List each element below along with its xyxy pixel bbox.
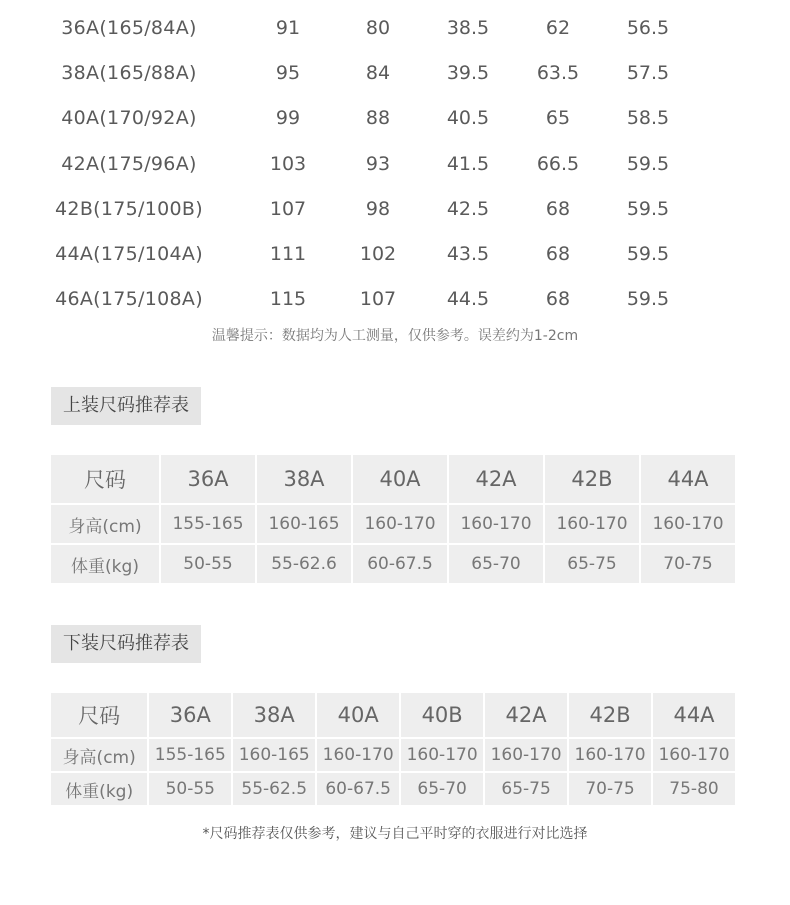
table-cell: 60-67.5 (353, 545, 447, 583)
table-row (51, 545, 735, 583)
value-cell: 91 (275, 16, 301, 39)
value-cell: 40.5 (446, 107, 490, 130)
value-cell: 99 (275, 107, 301, 130)
header-cell: 尺码 (51, 455, 159, 503)
size-cell: 44A(175/104A) (55, 243, 203, 266)
header-cell: 40B (401, 693, 483, 737)
table-row (51, 739, 735, 771)
top-size-table (49, 453, 737, 585)
value-cell: 43.5 (446, 243, 490, 266)
value-cell: 56.5 (626, 16, 670, 39)
value-cell: 93 (365, 152, 391, 175)
table-row (51, 693, 735, 737)
table-row (40, 277, 720, 322)
table-cell: 160-170 (569, 739, 651, 771)
value-cell: 59.5 (626, 197, 670, 220)
value-cell: 63.5 (536, 61, 580, 84)
table-cell: 65-75 (545, 545, 639, 583)
row-label: 身高(cm) (51, 739, 147, 771)
table-cell: 65-70 (449, 545, 543, 583)
table-cell: 160-170 (653, 739, 735, 771)
table-cell: 160-170 (485, 739, 567, 771)
header-cell: 38A (257, 455, 351, 503)
table-cell: 65-75 (485, 773, 567, 805)
measurement-table (40, 5, 720, 322)
size-cell: 42B(175/100B) (55, 197, 203, 220)
value-cell: 107 (359, 288, 397, 311)
value-cell: 68 (545, 288, 571, 311)
value-cell: 80 (365, 16, 391, 39)
table-cell: 160-170 (353, 505, 447, 543)
header-cell: 42A (449, 455, 543, 503)
table-cell: 155-165 (149, 739, 231, 771)
value-cell: 66.5 (536, 152, 580, 175)
header-cell: 42B (545, 455, 639, 503)
header-cell: 42B (569, 693, 651, 737)
table-row (40, 5, 720, 50)
header-cell: 36A (149, 693, 231, 737)
value-cell: 111 (269, 243, 307, 266)
top-size-title: 上装尺码推荐表 (51, 387, 201, 425)
table-cell: 70-75 (569, 773, 651, 805)
table-cell: 65-70 (401, 773, 483, 805)
measurement-note: 温馨提示：数据均为人工测量，仅供参考。误差约为1-2cm (211, 328, 579, 344)
size-cell: 38A(165/88A) (61, 61, 197, 84)
table-cell: 70-75 (641, 545, 735, 583)
table-cell: 160-170 (641, 505, 735, 543)
value-cell: 62 (545, 16, 571, 39)
header-cell: 36A (161, 455, 255, 503)
value-cell: 88 (365, 107, 391, 130)
value-cell: 103 (269, 152, 307, 175)
table-cell: 160-165 (257, 505, 351, 543)
table-row (40, 96, 720, 141)
header-cell: 38A (233, 693, 315, 737)
value-cell: 115 (269, 288, 307, 311)
header-cell: 44A (653, 693, 735, 737)
bottom-size-title: 下装尺码推荐表 (51, 625, 201, 663)
table-cell: 60-67.5 (317, 773, 399, 805)
table-cell: 55-62.5 (233, 773, 315, 805)
value-cell: 59.5 (626, 243, 670, 266)
header-cell: 40A (353, 455, 447, 503)
value-cell: 58.5 (626, 107, 670, 130)
table-cell: 155-165 (161, 505, 255, 543)
row-label: 体重(kg) (51, 545, 159, 583)
table-row (40, 50, 720, 95)
table-row (51, 505, 735, 543)
value-cell: 65 (545, 107, 571, 130)
table-row (51, 773, 735, 805)
table-cell: 160-170 (317, 739, 399, 771)
value-cell: 107 (269, 197, 307, 220)
header-cell: 44A (641, 455, 735, 503)
size-cell: 36A(165/84A) (61, 16, 197, 39)
table-cell: 160-170 (449, 505, 543, 543)
value-cell: 98 (365, 197, 391, 220)
table-cell: 50-55 (149, 773, 231, 805)
bottom-size-table (49, 691, 737, 807)
row-label: 身高(cm) (51, 505, 159, 543)
value-cell: 42.5 (446, 197, 490, 220)
value-cell: 68 (545, 243, 571, 266)
table-cell: 50-55 (161, 545, 255, 583)
table-row (40, 186, 720, 231)
table-cell: 55-62.6 (257, 545, 351, 583)
header-cell: 尺码 (51, 693, 147, 737)
table-row (40, 141, 720, 186)
value-cell: 84 (365, 61, 391, 84)
value-cell: 39.5 (446, 61, 490, 84)
size-cell: 40A(170/92A) (61, 107, 197, 130)
table-row (51, 455, 735, 503)
value-cell: 59.5 (626, 288, 670, 311)
table-cell: 160-165 (233, 739, 315, 771)
value-cell: 44.5 (446, 288, 490, 311)
value-cell: 102 (359, 243, 397, 266)
value-cell: 57.5 (626, 61, 670, 84)
value-cell: 38.5 (446, 16, 490, 39)
header-cell: 42A (485, 693, 567, 737)
value-cell: 68 (545, 197, 571, 220)
size-cell: 46A(175/108A) (55, 288, 203, 311)
value-cell: 59.5 (626, 152, 670, 175)
value-cell: 95 (275, 61, 301, 84)
size-cell: 42A(175/96A) (61, 152, 197, 175)
table-cell: 160-170 (401, 739, 483, 771)
row-label: 体重(kg) (51, 773, 147, 805)
table-row (40, 231, 720, 276)
table-cell: 160-170 (545, 505, 639, 543)
table-cell: 75-80 (653, 773, 735, 805)
value-cell: 41.5 (446, 152, 490, 175)
recommendation-note: *尺码推荐表仅供参考，建议与自己平时穿的衣服进行对比选择 (202, 826, 588, 842)
header-cell: 40A (317, 693, 399, 737)
